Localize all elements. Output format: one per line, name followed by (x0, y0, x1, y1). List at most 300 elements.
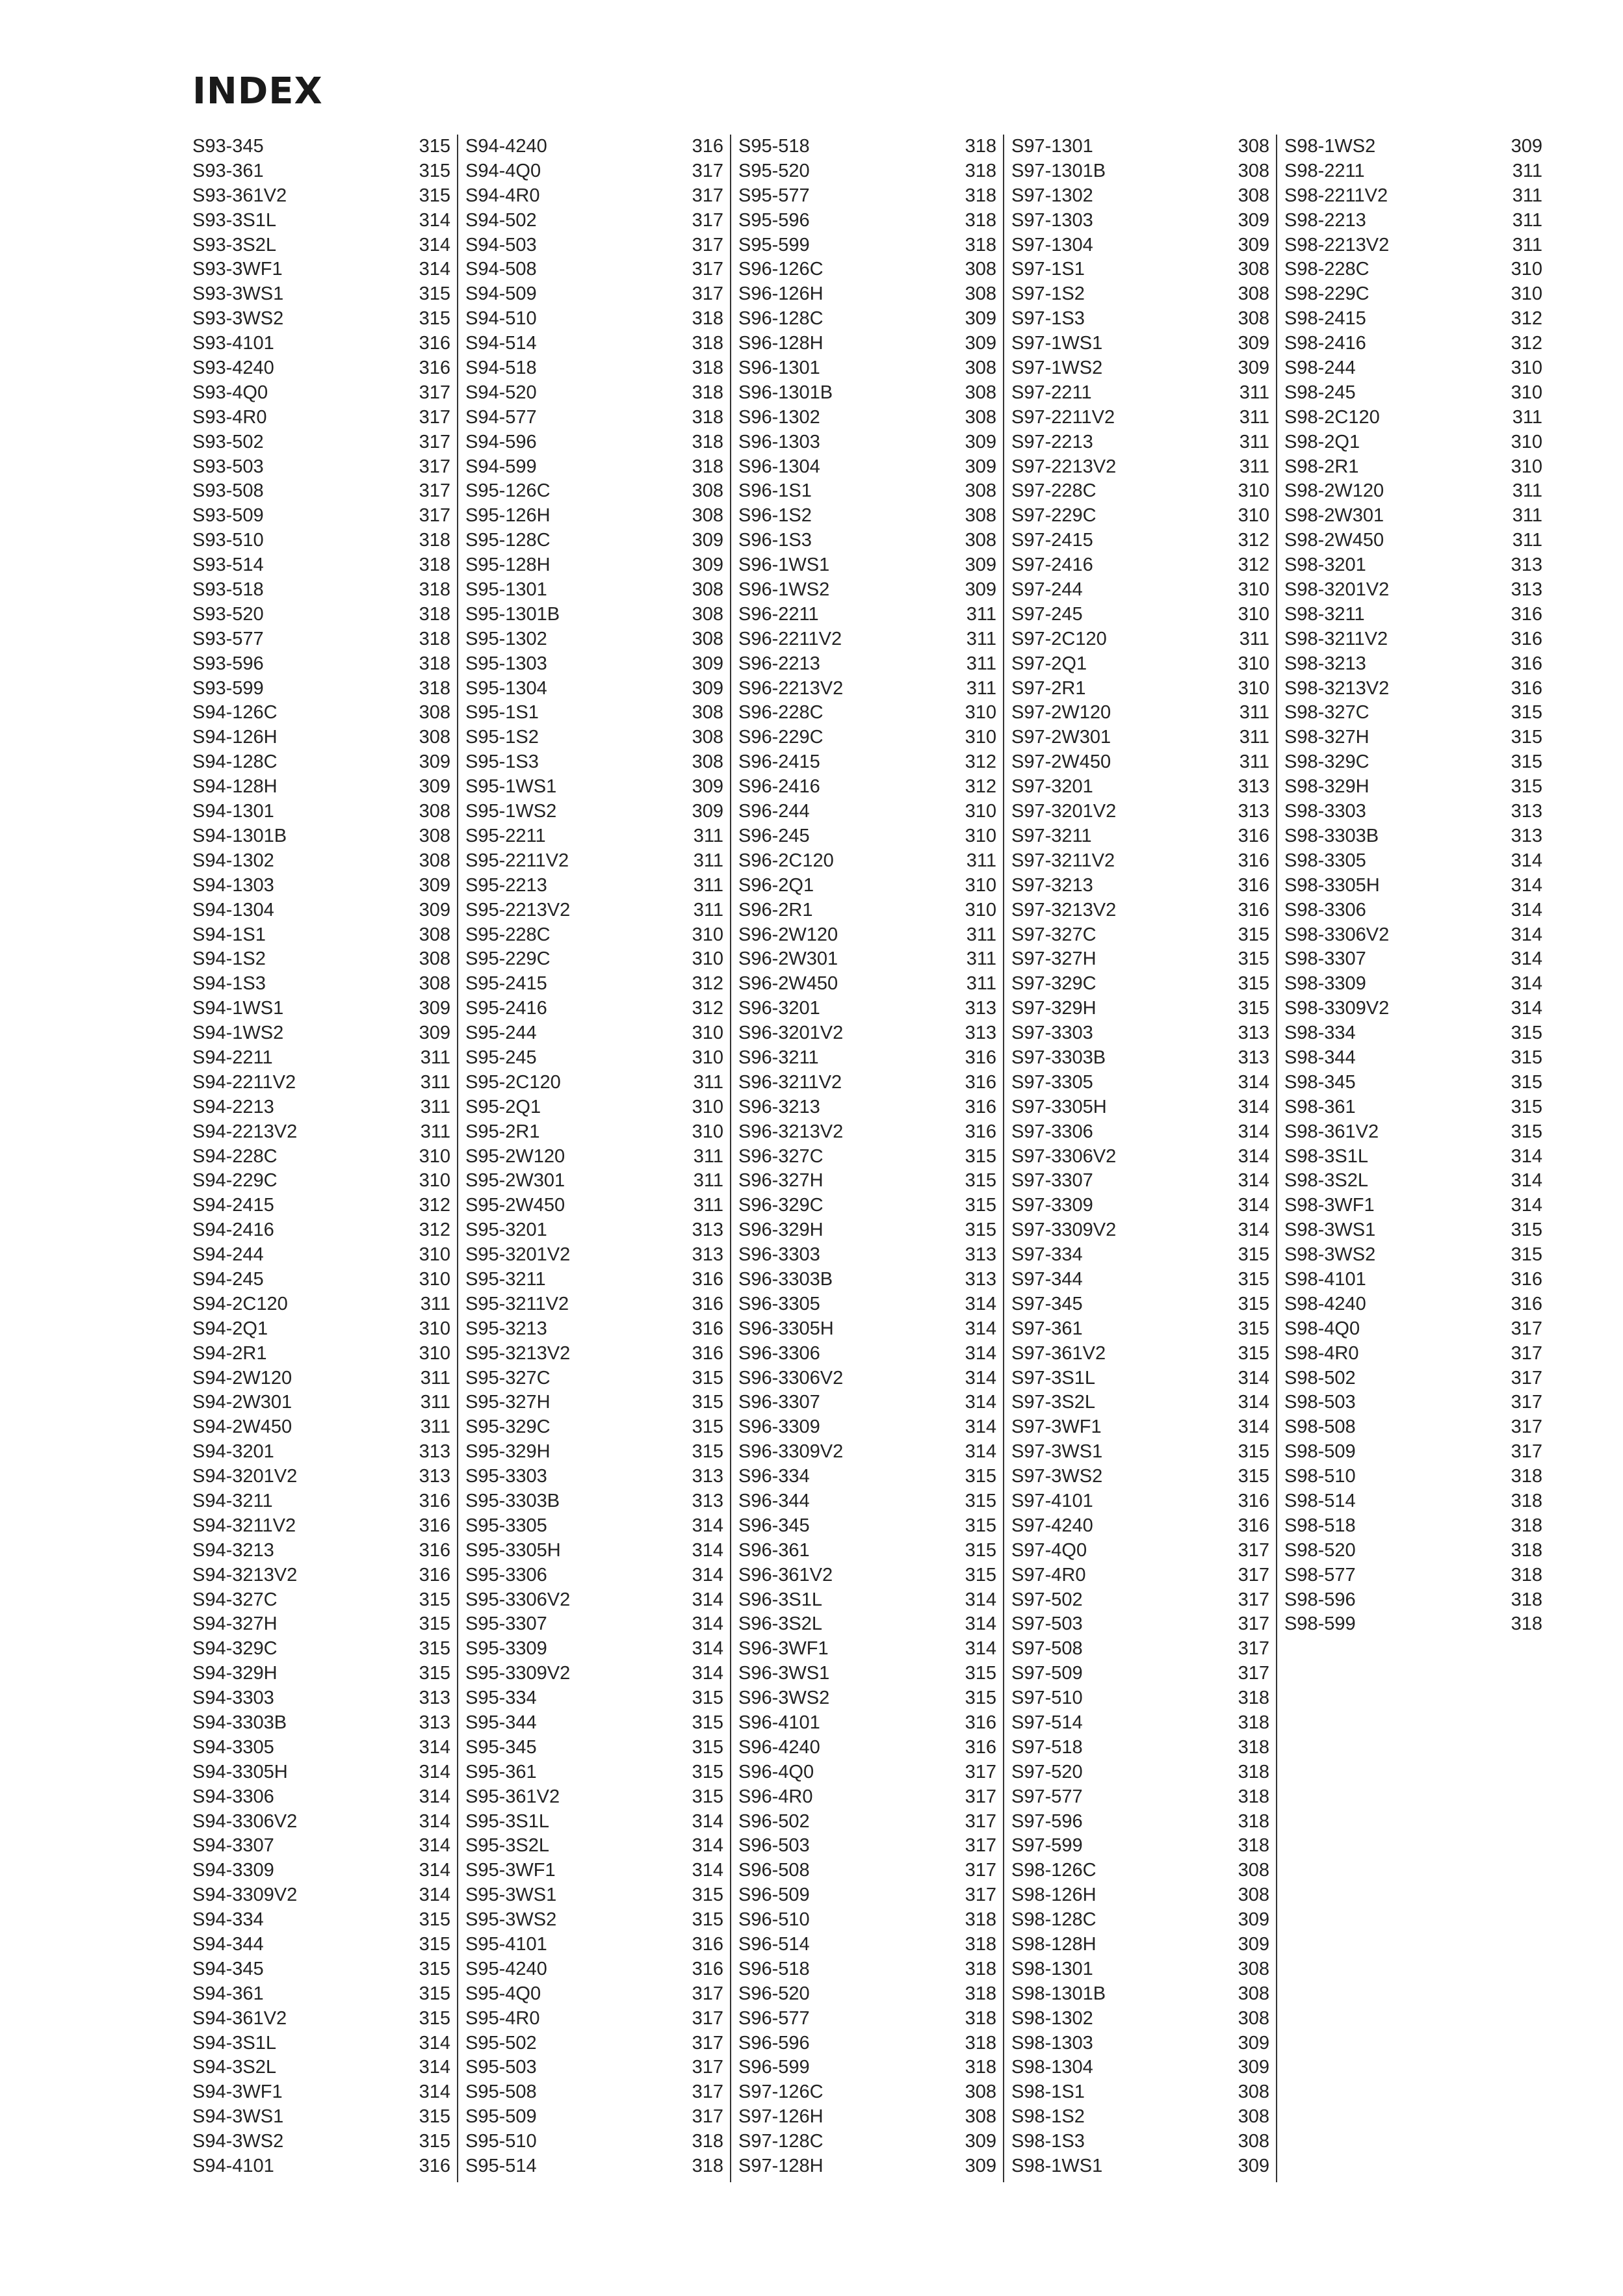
index-entry (465, 159, 730, 184)
part-number: S94-1303 (192, 874, 274, 896)
index-entry (465, 1563, 730, 1588)
page-number: 314 (1238, 1096, 1269, 1117)
part-number: S94-334 (192, 1909, 264, 1931)
page-number: 317 (692, 2106, 723, 2128)
part-number: S98-503 (1284, 1392, 1356, 1413)
page-number: 314 (965, 1392, 996, 1413)
index-entry (192, 381, 457, 406)
part-number: S97-3S2L (1011, 1392, 1095, 1413)
index-entry (1284, 874, 1549, 898)
part-number: S95-502 (465, 2032, 537, 2054)
page-number: 318 (1238, 1810, 1269, 1832)
page-number: 308 (1238, 1983, 1269, 2004)
page-number: 314 (692, 1663, 723, 1684)
page-number: 308 (692, 603, 723, 625)
page-number: 310 (692, 924, 723, 945)
index-entry (1284, 233, 1549, 258)
index-entry (465, 627, 730, 652)
index-entry (738, 356, 1003, 381)
part-number: S96-3WF1 (738, 1638, 829, 1660)
part-number: S96-327C (738, 1145, 824, 1167)
page-number: 308 (419, 948, 450, 970)
index-entry (738, 1637, 1003, 1662)
index-entry (1011, 430, 1276, 455)
index-entry (465, 1539, 730, 1563)
index-entry (465, 750, 730, 775)
page-number: 312 (1511, 308, 1542, 330)
page-number: 310 (692, 1096, 723, 1117)
index-entry (192, 528, 457, 553)
page-number: 318 (965, 1909, 996, 1931)
page-number: 315 (419, 1909, 450, 1931)
part-number: S98-4101 (1284, 1268, 1366, 1290)
page-number: 310 (419, 1268, 450, 1290)
page-number: 317 (419, 480, 450, 502)
index-entry (1011, 553, 1276, 578)
part-number: S95-361V2 (465, 1786, 560, 1807)
page-number: 316 (692, 136, 723, 157)
page-number: 314 (1511, 899, 1542, 920)
part-number: S98-3WS2 (1284, 1244, 1376, 1266)
index-entry (192, 1440, 457, 1465)
index-entry (738, 898, 1003, 923)
page-number: 318 (692, 456, 723, 477)
part-number: S96-3S2L (738, 1613, 822, 1635)
part-number: S95-503 (465, 2057, 537, 2078)
part-number: S98-577 (1284, 1564, 1356, 1585)
page-number: 314 (965, 1367, 996, 1389)
part-number: S97-1WS1 (1011, 333, 1103, 354)
part-number: S95-327C (465, 1367, 551, 1389)
page-number: 316 (419, 358, 450, 379)
index-entry (1011, 1021, 1276, 1046)
part-number: S97-596 (1011, 1810, 1083, 1832)
page-number: 310 (965, 874, 996, 896)
part-number: S96-1S3 (738, 530, 812, 551)
part-number: S96-577 (738, 2007, 810, 2029)
page-number: 311 (693, 899, 723, 920)
page-number: 311 (420, 1367, 450, 1389)
page-number: 310 (1238, 579, 1269, 601)
index-entry (465, 381, 730, 406)
index-entry (1011, 1218, 1276, 1243)
page-number: 318 (419, 677, 450, 699)
part-number: S97-2W450 (1011, 751, 1111, 773)
page-number: 309 (1238, 1934, 1269, 1955)
part-number: S97-1S2 (1011, 283, 1085, 305)
page-number: 309 (1238, 234, 1269, 255)
part-number: S94-4R0 (465, 185, 540, 206)
page-number: 316 (419, 333, 450, 354)
page-number: 317 (692, 1983, 723, 2004)
index-entry (465, 332, 730, 356)
index-entry (1011, 1933, 1276, 1957)
part-number: S95-599 (738, 234, 810, 255)
part-number: S97-2C120 (1011, 628, 1107, 649)
page-number: 311 (420, 1071, 450, 1093)
part-number: S95-2211 (465, 825, 546, 846)
index-entry (738, 2105, 1003, 2130)
page-number: 309 (965, 308, 996, 330)
index-entry (192, 2080, 457, 2105)
part-number: S97-3WF1 (1011, 1416, 1102, 1438)
part-number: S98-1303 (1011, 2032, 1093, 2054)
page-number: 311 (966, 603, 996, 625)
page-number: 315 (1238, 998, 1269, 1019)
part-number: S95-2415 (465, 973, 547, 995)
page-number: 311 (966, 653, 996, 674)
page-number: 314 (965, 1613, 996, 1635)
page-number: 315 (419, 136, 450, 157)
part-number: S96-3201 (738, 998, 820, 1019)
page-number: 312 (692, 973, 723, 995)
index-entry (192, 1489, 457, 1514)
index-entry (1011, 2105, 1276, 2130)
part-number: S97-3309 (1011, 1195, 1093, 1216)
part-number: S98-2W301 (1284, 505, 1384, 527)
index-entry (738, 1292, 1003, 1317)
part-number: S98-345 (1284, 1071, 1356, 1093)
part-number: S98-1302 (1011, 2007, 1093, 2029)
page-number: 312 (1238, 554, 1269, 576)
page-number: 314 (692, 1860, 723, 1881)
part-number: S96-2Q1 (738, 874, 814, 896)
part-number: S94-2211 (192, 1047, 273, 1068)
part-number: S94-1301B (192, 825, 287, 846)
part-number: S94-520 (465, 382, 537, 403)
index-entry (465, 1046, 730, 1071)
part-number: S98-599 (1284, 1613, 1356, 1635)
index-entry (1011, 1736, 1276, 1760)
index-entry (1284, 1243, 1549, 1268)
part-number: S95-1304 (465, 677, 547, 699)
part-number: S98-329H (1284, 776, 1370, 798)
part-number: S97-228C (1011, 480, 1097, 502)
index-entry (192, 1785, 457, 1810)
index-entry (1284, 578, 1549, 603)
index-entry (465, 209, 730, 233)
part-number: S98-126C (1011, 1860, 1097, 1881)
part-number: S97-1302 (1011, 185, 1093, 206)
part-number: S96-510 (738, 1909, 810, 1931)
page-number: 308 (1238, 160, 1269, 181)
index-entry (1011, 1342, 1276, 1366)
index-entry (192, 1539, 457, 1563)
index-entry (1284, 824, 1549, 849)
page-number: 308 (965, 530, 996, 551)
part-number: S93-361 (192, 160, 264, 181)
index-entry (1011, 381, 1276, 406)
part-number: S94-4101 (192, 2156, 274, 2177)
page-number: 318 (1511, 1613, 1542, 1635)
index-entry (192, 750, 457, 775)
page-number: 318 (1238, 1761, 1269, 1782)
index-entry (465, 1194, 730, 1218)
part-number: S95-327H (465, 1392, 551, 1413)
index-entry (1284, 603, 1549, 627)
page-number: 314 (1511, 1170, 1542, 1192)
page-number: 316 (692, 1268, 723, 1290)
index-entry (1284, 1218, 1549, 1243)
page-number: 317 (692, 209, 723, 231)
page-number: 313 (1511, 825, 1542, 846)
part-number: S93-509 (192, 505, 264, 527)
page-number: 315 (965, 1688, 996, 1709)
index-entry (465, 874, 730, 898)
index-entry (738, 257, 1003, 282)
index-entry (1011, 725, 1276, 750)
page-number: 317 (1511, 1342, 1542, 1364)
page-number: 315 (419, 283, 450, 305)
part-number: S96-4240 (738, 1736, 820, 1758)
index-entry (1284, 406, 1549, 430)
part-number: S96-2R1 (738, 899, 813, 920)
page-number: 313 (1511, 801, 1542, 822)
page-number: 314 (1238, 1392, 1269, 1413)
index-entry (1011, 184, 1276, 209)
page-number: 313 (965, 1023, 996, 1044)
index-entry (738, 1883, 1003, 1908)
page-number: 317 (1511, 1367, 1542, 1389)
page-number: 310 (419, 1318, 450, 1339)
page-number: 311 (966, 973, 996, 995)
part-number: S97-1303 (1011, 209, 1093, 231)
index-entry (738, 332, 1003, 356)
page-number: 314 (419, 259, 450, 280)
page-number: 315 (965, 1663, 996, 1684)
page-number: 311 (1512, 406, 1542, 428)
part-number: S97-3213V2 (1011, 899, 1117, 920)
index-entry (192, 1834, 457, 1859)
page-number: 316 (965, 1712, 996, 1733)
page-number: 315 (419, 2106, 450, 2128)
part-number: S94-3201 (192, 1441, 274, 1463)
index-entry (465, 1883, 730, 1908)
index-entry (465, 1859, 730, 1883)
page-number: 309 (965, 554, 996, 576)
part-number: S97-126H (738, 2106, 824, 2128)
page-number: 314 (1238, 1121, 1269, 1142)
index-entry (1284, 1046, 1549, 1071)
index-entry (1284, 553, 1549, 578)
part-number: S96-514 (738, 1934, 810, 1955)
index-entry (465, 898, 730, 923)
part-number: S97-3S1L (1011, 1367, 1095, 1389)
part-number: S94-3307 (192, 1835, 274, 1857)
index-entry (738, 1169, 1003, 1194)
page-number: 313 (692, 1244, 723, 1266)
part-number: S96-244 (738, 801, 810, 822)
page-number: 309 (419, 998, 450, 1019)
part-number: S98-514 (1284, 1490, 1356, 1511)
part-number: S94-2Q1 (192, 1318, 268, 1339)
page-number: 314 (965, 1638, 996, 1660)
part-number: S96-2213V2 (738, 677, 844, 699)
index-entry (738, 1489, 1003, 1514)
index-entry (1011, 1637, 1276, 1662)
index-entry (465, 1021, 730, 1046)
index-entry (1011, 1366, 1276, 1391)
index-entry (1011, 406, 1276, 430)
page-number: 309 (965, 579, 996, 601)
part-number: S95-1S2 (465, 727, 539, 748)
index-entry (192, 1342, 457, 1366)
page-number: 311 (966, 924, 996, 945)
part-number: S94-3303 (192, 1688, 274, 1709)
index-entry (192, 257, 457, 282)
part-number: S96-1302 (738, 406, 820, 428)
part-number: S94-510 (465, 308, 537, 330)
page-number: 310 (1511, 283, 1542, 305)
index-entry (465, 1390, 730, 1415)
index-entry (465, 2130, 730, 2154)
page-number: 318 (965, 1934, 996, 1955)
page-number: 309 (1511, 136, 1542, 157)
index-entry (465, 1711, 730, 1736)
part-number: S97-577 (1011, 1786, 1083, 1807)
page-number: 311 (1239, 751, 1269, 773)
page-number: 317 (692, 2081, 723, 2103)
index-entry (465, 947, 730, 972)
part-number: S94-3305 (192, 1736, 274, 1758)
index-entry (738, 627, 1003, 652)
page-number: 311 (420, 1392, 450, 1413)
page-number: 308 (692, 505, 723, 527)
index-entry (738, 1933, 1003, 1957)
part-number: S96-1S1 (738, 480, 812, 502)
index-entry (192, 1933, 457, 1957)
index-entry (192, 1465, 457, 1489)
index-entry (465, 1342, 730, 1366)
part-number: S98-361 (1284, 1096, 1356, 1117)
part-number: S96-4Q0 (738, 1761, 814, 1782)
page-number: 309 (419, 1023, 450, 1044)
part-number: S95-2W450 (465, 1195, 565, 1216)
index-entry (192, 1957, 457, 1982)
page-number: 317 (692, 2057, 723, 2078)
index-entry (1011, 898, 1276, 923)
part-number: S97-1S1 (1011, 259, 1085, 280)
index-entry (738, 553, 1003, 578)
index-entry (192, 1292, 457, 1317)
index-entry (1011, 209, 1276, 233)
page-number: 309 (1238, 333, 1269, 354)
index-entry (465, 1440, 730, 1465)
page-number: 314 (419, 2081, 450, 2103)
index-entry (1284, 1145, 1549, 1169)
page-number: 318 (1511, 1515, 1542, 1536)
index-entry (1011, 972, 1276, 997)
part-number: S97-3WS1 (1011, 1441, 1103, 1463)
part-number: S93-503 (192, 456, 264, 477)
part-number: S96-2211 (738, 603, 819, 625)
page-number: 316 (419, 1515, 450, 1536)
part-number: S94-2R1 (192, 1342, 267, 1364)
index-entry (1011, 1662, 1276, 1686)
page-number: 315 (419, 1638, 450, 1660)
part-number: S95-3WS1 (465, 1885, 557, 1906)
part-number: S96-126C (738, 259, 824, 280)
index-entry (192, 430, 457, 455)
index-entry (1011, 1169, 1276, 1194)
part-number: S94-3WS1 (192, 2106, 284, 2128)
index-entry (1284, 479, 1549, 504)
page-number: 318 (692, 333, 723, 354)
part-number: S94-3309V2 (192, 1885, 298, 1906)
index-entry (1284, 1440, 1549, 1465)
page-number: 317 (1511, 1392, 1542, 1413)
index-entry (465, 184, 730, 209)
index-entry (1011, 1243, 1276, 1268)
part-number: S95-596 (738, 209, 810, 231)
page-number: 318 (965, 2032, 996, 2054)
page-number: 308 (692, 751, 723, 773)
part-number: S95-3309 (465, 1638, 547, 1660)
index-entry (1284, 504, 1549, 528)
index-entry (738, 1760, 1003, 1785)
index-entry (1011, 528, 1276, 553)
page-number: 316 (1511, 677, 1542, 699)
page-number: 312 (965, 751, 996, 773)
index-entry (192, 603, 457, 627)
index-entry (192, 1883, 457, 1908)
index-entry (1284, 184, 1549, 209)
page-number: 311 (1239, 431, 1269, 452)
part-number: S94-228C (192, 1145, 278, 1167)
part-number: S96-3303B (738, 1268, 833, 1290)
part-number: S94-2W450 (192, 1416, 292, 1438)
part-number: S96-3211 (738, 1047, 819, 1068)
page-number: 316 (1238, 1515, 1269, 1536)
page-number: 315 (1238, 1318, 1269, 1339)
index-entry (738, 1317, 1003, 1342)
index-entry (1011, 1317, 1276, 1342)
index-entry (1011, 2154, 1276, 2179)
index-entry (1284, 1465, 1549, 1489)
page-number: 316 (1238, 899, 1269, 920)
index-entry (1011, 1390, 1276, 1415)
part-number: S97-1WS2 (1011, 358, 1103, 379)
part-number: S98-3213 (1284, 653, 1366, 674)
page-number: 309 (965, 456, 996, 477)
part-number: S93-502 (192, 431, 264, 452)
page-number: 318 (965, 209, 996, 231)
page-number: 313 (1238, 1047, 1269, 1068)
part-number: S95-4R0 (465, 2007, 540, 2029)
index-entry (1011, 677, 1276, 701)
page-number: 317 (965, 1810, 996, 1832)
part-number: S95-1301B (465, 603, 560, 625)
part-number: S96-1WS2 (738, 579, 830, 601)
page-number: 308 (1238, 2106, 1269, 2128)
index-entry (738, 1539, 1003, 1563)
index-entry (738, 1662, 1003, 1686)
page-number: 315 (1511, 1096, 1542, 1117)
part-number: S98-3WS1 (1284, 1220, 1376, 1241)
index-entry (1284, 1415, 1549, 1440)
page-number: 316 (1511, 603, 1542, 625)
index-entry (465, 504, 730, 528)
page-number: 317 (692, 185, 723, 206)
part-number: S98-2415 (1284, 308, 1366, 330)
index-entry (738, 1194, 1003, 1218)
index-entry (192, 1612, 457, 1637)
page-number: 314 (965, 1416, 996, 1438)
part-number: S95-245 (465, 1047, 537, 1068)
index-entry (1011, 1588, 1276, 1613)
page-number: 316 (965, 1071, 996, 1093)
index-entry (1284, 1390, 1549, 1415)
